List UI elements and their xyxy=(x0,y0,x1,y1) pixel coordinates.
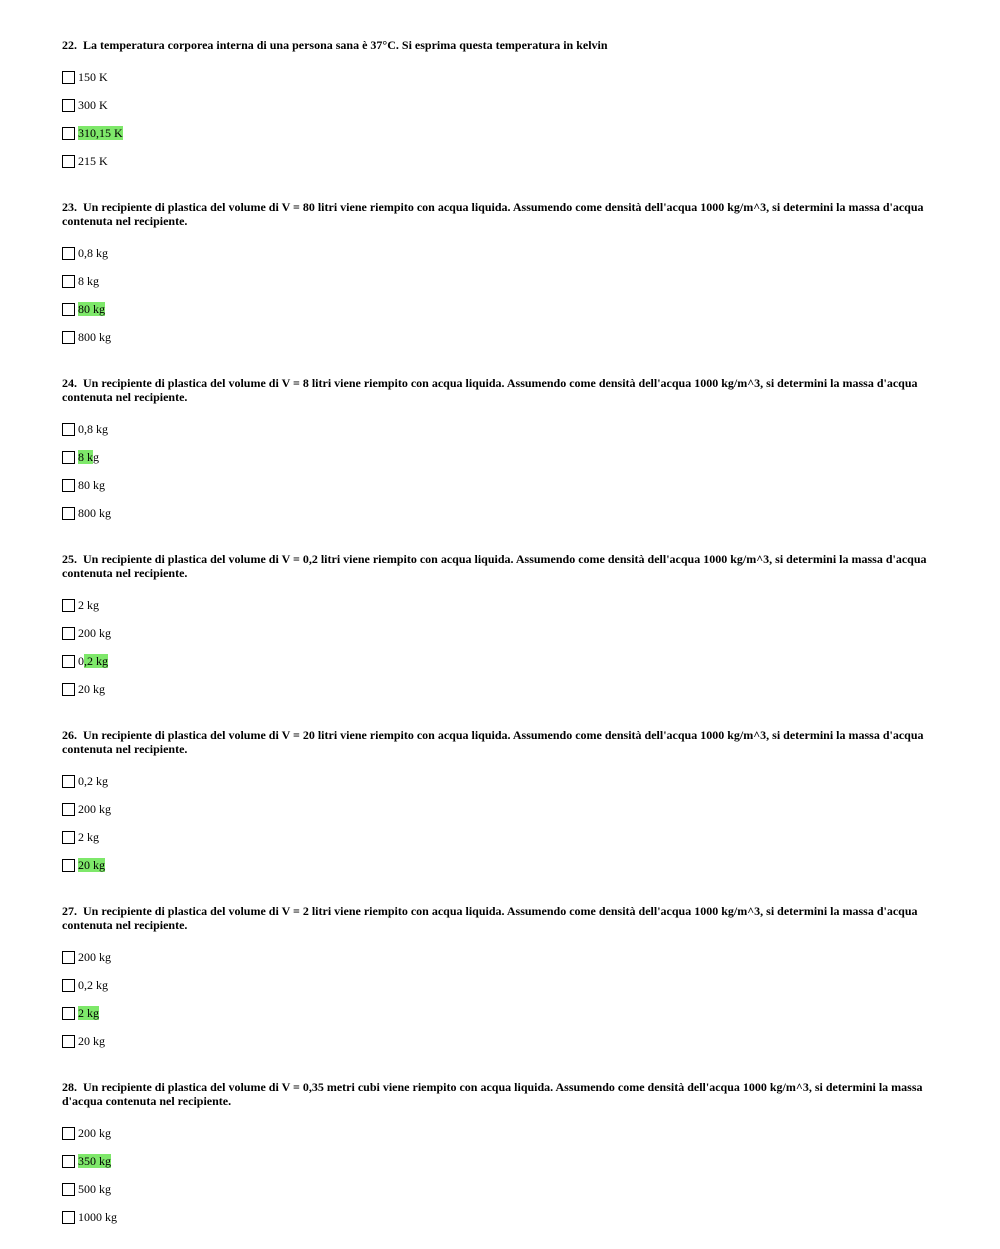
option-text-post: 2 kg xyxy=(78,598,99,612)
answer-option[interactable] xyxy=(62,795,942,823)
question-number: 22. xyxy=(62,38,77,52)
option-text-post: g xyxy=(93,450,99,464)
option-text-highlight: ,2 kg xyxy=(84,654,108,668)
question-number: 26. xyxy=(62,728,77,742)
checkbox[interactable] xyxy=(62,507,75,520)
option-text-post: 800 kg xyxy=(78,330,111,344)
option-label xyxy=(78,774,108,788)
option-label xyxy=(78,1034,105,1048)
checkbox[interactable] xyxy=(62,1007,75,1020)
checkbox[interactable] xyxy=(62,127,75,140)
answer-option[interactable] xyxy=(62,119,942,147)
option-label xyxy=(78,70,108,84)
checkbox[interactable] xyxy=(62,71,75,84)
option-label xyxy=(78,422,108,436)
answer-option[interactable] xyxy=(62,471,942,499)
option-text-post: 200 kg xyxy=(78,802,111,816)
checkbox[interactable] xyxy=(62,303,75,316)
question-number: 28. xyxy=(62,1080,77,1094)
option-text-post: 8 kg xyxy=(78,274,99,288)
option-text-post: 20 kg xyxy=(78,682,105,696)
question-24 xyxy=(62,376,942,527)
checkbox[interactable] xyxy=(62,655,75,668)
option-text-highlight: 350 kg xyxy=(78,1154,111,1168)
option-label xyxy=(78,950,111,964)
option-label xyxy=(78,330,111,344)
question-27 xyxy=(62,904,942,1055)
question-25 xyxy=(62,552,942,703)
option-text-post: 0,8 kg xyxy=(78,422,108,436)
answer-option[interactable] xyxy=(62,91,942,119)
option-label xyxy=(78,802,111,816)
option-text-post: 200 kg xyxy=(78,1126,111,1140)
option-label xyxy=(78,126,123,140)
option-text-highlight: 2 kg xyxy=(78,1006,99,1020)
option-label xyxy=(78,1006,99,1020)
option-text-post: 800 kg xyxy=(78,506,111,520)
answer-option[interactable] xyxy=(62,267,942,295)
checkbox[interactable] xyxy=(62,331,75,344)
answer-option[interactable] xyxy=(62,323,942,351)
option-label xyxy=(78,478,105,492)
option-text-post: 0,2 kg xyxy=(78,774,108,788)
question-title xyxy=(62,904,942,932)
question-23 xyxy=(62,200,942,351)
answer-option[interactable] xyxy=(62,1119,942,1147)
quiz-page xyxy=(62,38,942,1231)
answer-option[interactable] xyxy=(62,1175,942,1203)
question-28 xyxy=(62,1080,942,1231)
checkbox[interactable] xyxy=(62,803,75,816)
option-text-post: 1000 kg xyxy=(78,1210,117,1224)
answer-option[interactable] xyxy=(62,1203,942,1231)
checkbox[interactable] xyxy=(62,831,75,844)
option-label xyxy=(78,154,108,168)
question-text: Un recipiente di plastica del volume di V = 8 litri viene riempito con acqua liquida. Assumendo come densità dell'acqua 1000 kg/m^3, si determini la massa d'acqua contenuta nel recipiente. xyxy=(62,376,918,404)
option-label xyxy=(78,246,108,260)
option-label xyxy=(78,598,99,612)
question-title xyxy=(62,1080,942,1108)
option-text-post: 500 kg xyxy=(78,1182,111,1196)
option-text-post: 20 kg xyxy=(78,1034,105,1048)
checkbox[interactable] xyxy=(62,1211,75,1224)
question-26 xyxy=(62,728,942,879)
answer-option[interactable] xyxy=(62,675,942,703)
option-text-post: 0,8 kg xyxy=(78,246,108,260)
answer-option[interactable] xyxy=(62,63,942,91)
option-label xyxy=(78,1126,111,1140)
checkbox[interactable] xyxy=(62,99,75,112)
answer-option[interactable] xyxy=(62,647,942,675)
answer-option[interactable] xyxy=(62,851,942,879)
question-title xyxy=(62,38,942,52)
question-title xyxy=(62,728,942,756)
question-title xyxy=(62,376,942,404)
checkbox[interactable] xyxy=(62,1183,75,1196)
answer-option[interactable] xyxy=(62,943,942,971)
checkbox[interactable] xyxy=(62,275,75,288)
answer-option[interactable] xyxy=(62,415,942,443)
checkbox[interactable] xyxy=(62,683,75,696)
checkbox[interactable] xyxy=(62,1155,75,1168)
checkbox[interactable] xyxy=(62,155,75,168)
checkbox[interactable] xyxy=(62,451,75,464)
answer-option[interactable] xyxy=(62,499,942,527)
option-text-pre: 0 xyxy=(78,654,84,668)
option-label xyxy=(78,1182,111,1196)
question-text: La temperatura corporea interna di una persona sana è 37°C. Si esprima questa temperatura in kelvin xyxy=(83,38,608,52)
answer-option[interactable] xyxy=(62,971,942,999)
question-number: 24. xyxy=(62,376,77,390)
checkbox[interactable] xyxy=(62,1127,75,1140)
checkbox[interactable] xyxy=(62,775,75,788)
answer-option[interactable] xyxy=(62,147,942,175)
checkbox[interactable] xyxy=(62,423,75,436)
option-text-post: 300 K xyxy=(78,98,108,112)
answer-option[interactable] xyxy=(62,619,942,647)
question-text: Un recipiente di plastica del volume di V = 20 litri viene riempito con acqua liquida. Assumendo come densità dell'acqua 1000 kg/m^3, si determini la massa d'acqua contenuta nel recipiente. xyxy=(62,728,924,756)
option-label xyxy=(78,302,105,316)
question-number: 27. xyxy=(62,904,77,918)
question-text: Un recipiente di plastica del volume di V = 0,2 litri viene riempito con acqua liquida. Assumendo come densità dell'acqua 1000 kg/m^3, si determini la massa d'acqua contenuta nel recipiente. xyxy=(62,552,927,580)
checkbox[interactable] xyxy=(62,859,75,872)
answer-option[interactable] xyxy=(62,1147,942,1175)
checkbox[interactable] xyxy=(62,479,75,492)
option-label xyxy=(78,830,99,844)
question-title xyxy=(62,200,942,228)
checkbox[interactable] xyxy=(62,951,75,964)
option-label xyxy=(78,450,99,464)
question-text: Un recipiente di plastica del volume di V = 0,35 metri cubi viene riempito con acqua liquida. Assumendo come densità dell'acqua 1000 kg/m^3, si determini la massa d'acqua contenuta nel recipiente. xyxy=(62,1080,923,1108)
question-title xyxy=(62,552,942,580)
option-label xyxy=(78,506,111,520)
question-22 xyxy=(62,38,942,175)
answer-option[interactable] xyxy=(62,823,942,851)
option-label xyxy=(78,98,108,112)
answer-option[interactable] xyxy=(62,1027,942,1055)
checkbox[interactable] xyxy=(62,599,75,612)
option-text-post: 150 K xyxy=(78,70,108,84)
option-text-highlight: 310,15 K xyxy=(78,126,123,140)
option-label xyxy=(78,978,108,992)
question-text: Un recipiente di plastica del volume di V = 80 litri viene riempito con acqua liquida. Assumendo come densità dell'acqua 1000 kg/m^3, si determini la massa d'acqua contenuta nel recipiente. xyxy=(62,200,924,228)
option-text-post: 200 kg xyxy=(78,950,111,964)
option-text-post: 2 kg xyxy=(78,830,99,844)
option-text-post: 80 kg xyxy=(78,478,105,492)
option-label xyxy=(78,682,105,696)
question-number: 23. xyxy=(62,200,77,214)
option-text-highlight: 8 k xyxy=(78,450,93,464)
option-text-post: 0,2 kg xyxy=(78,978,108,992)
answer-option[interactable] xyxy=(62,767,942,795)
option-label xyxy=(78,1210,117,1224)
option-label xyxy=(78,626,111,640)
checkbox[interactable] xyxy=(62,247,75,260)
checkbox[interactable] xyxy=(62,979,75,992)
option-label xyxy=(78,654,108,668)
checkbox[interactable] xyxy=(62,627,75,640)
question-number: 25. xyxy=(62,552,77,566)
option-text-highlight: 20 kg xyxy=(78,858,105,872)
answer-option[interactable] xyxy=(62,295,942,323)
option-label xyxy=(78,858,105,872)
answer-option[interactable] xyxy=(62,239,942,267)
option-label xyxy=(78,274,99,288)
option-text-post: 215 K xyxy=(78,154,108,168)
option-text-highlight: 80 kg xyxy=(78,302,105,316)
answer-option[interactable] xyxy=(62,999,942,1027)
checkbox[interactable] xyxy=(62,1035,75,1048)
answer-option[interactable] xyxy=(62,591,942,619)
answer-option[interactable] xyxy=(62,443,942,471)
option-label xyxy=(78,1154,111,1168)
option-text-post: 200 kg xyxy=(78,626,111,640)
question-text: Un recipiente di plastica del volume di V = 2 litri viene riempito con acqua liquida. Assumendo come densità dell'acqua 1000 kg/m^3, si determini la massa d'acqua contenuta nel recipiente. xyxy=(62,904,918,932)
